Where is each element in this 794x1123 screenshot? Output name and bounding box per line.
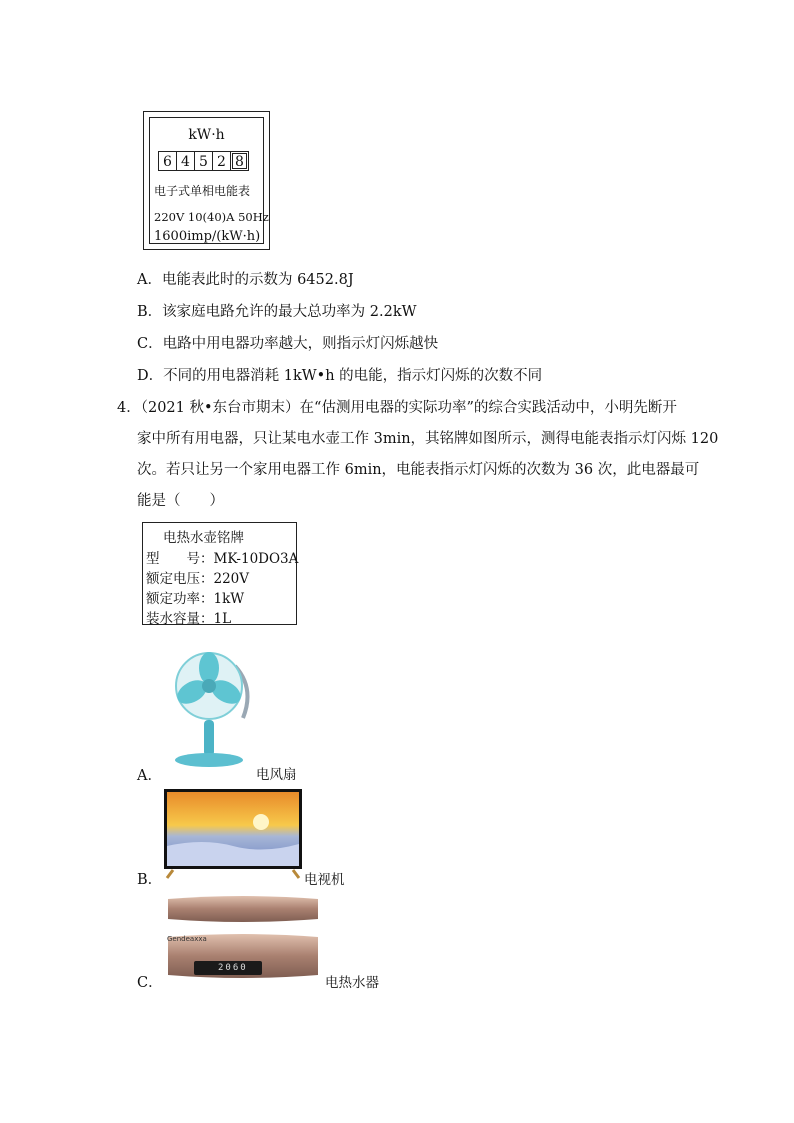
choice-a-name: 电风扇 bbox=[256, 767, 297, 783]
heater-display: 2060 bbox=[218, 963, 248, 973]
meter-rating: 220V 10(40)A 50Hz bbox=[154, 210, 269, 224]
q4-stem-line-3: 次。若只让另一个家用电器工作 6min，电能表指示灯闪烁的次数为 36 次，此电器最可 bbox=[137, 462, 700, 478]
nameplate-power: 额定功率：1kW bbox=[146, 591, 245, 607]
nameplate-voltage: 额定电压：220V bbox=[146, 571, 250, 587]
meter-digit-decimal: 8 bbox=[230, 151, 249, 171]
choice-a-letter: A． bbox=[137, 768, 162, 784]
fan-image bbox=[163, 648, 259, 772]
meter-title: 电子式单相电能表 bbox=[154, 184, 251, 198]
heater-brand: Gendeaxxa bbox=[167, 935, 207, 943]
meter-constant: 1600imp/(kW·h) bbox=[154, 229, 261, 244]
choice-b-letter: B． bbox=[137, 872, 163, 888]
meter-digit: 5 bbox=[194, 151, 213, 171]
meter-unit: kW·h bbox=[188, 127, 225, 143]
q4-stem-line-2: 家中所有用电器，只让某电水壶工作 3min，其铭牌如图所示，测得电能表指示灯闪烁 120 bbox=[137, 431, 719, 447]
nameplate-capacity: 装水容量：1L bbox=[146, 611, 232, 627]
meter-digits bbox=[159, 151, 249, 171]
tv-image bbox=[163, 788, 303, 882]
q3-option-c: C．电路中用电器功率越大，则指示灯闪烁越快 bbox=[137, 336, 439, 352]
meter-digit: 2 bbox=[212, 151, 231, 171]
energy-meter-figure bbox=[143, 111, 270, 250]
q4-stem-line-1: 4．（2021 秋•东台市期末）在“估测用电器的实际功率”的综合实践活动中，小明先断开 bbox=[117, 400, 677, 416]
q3-option-b: B．该家庭电路允许的最大总功率为 2.2kW bbox=[137, 304, 417, 320]
choice-c-name: 电热水器 bbox=[325, 975, 379, 991]
nameplate-model: 型 号：MK-10DO3A bbox=[146, 551, 299, 567]
meter-digit: 4 bbox=[176, 151, 195, 171]
kettle-nameplate bbox=[142, 522, 297, 625]
nameplate-title: 电热水壶铭牌 bbox=[163, 530, 244, 546]
choice-b-name: 电视机 bbox=[304, 872, 345, 888]
q4-stem-line-4: 能是（ ） bbox=[137, 493, 224, 509]
meter-digit: 6 bbox=[158, 151, 177, 171]
q3-option-a: A．电能表此时的示数为 6452.8J bbox=[137, 272, 354, 288]
q3-option-d: D．不同的用电器消耗 1kW•h 的电能，指示灯闪烁的次数不同 bbox=[137, 368, 543, 384]
choice-c-letter: C． bbox=[137, 975, 163, 991]
